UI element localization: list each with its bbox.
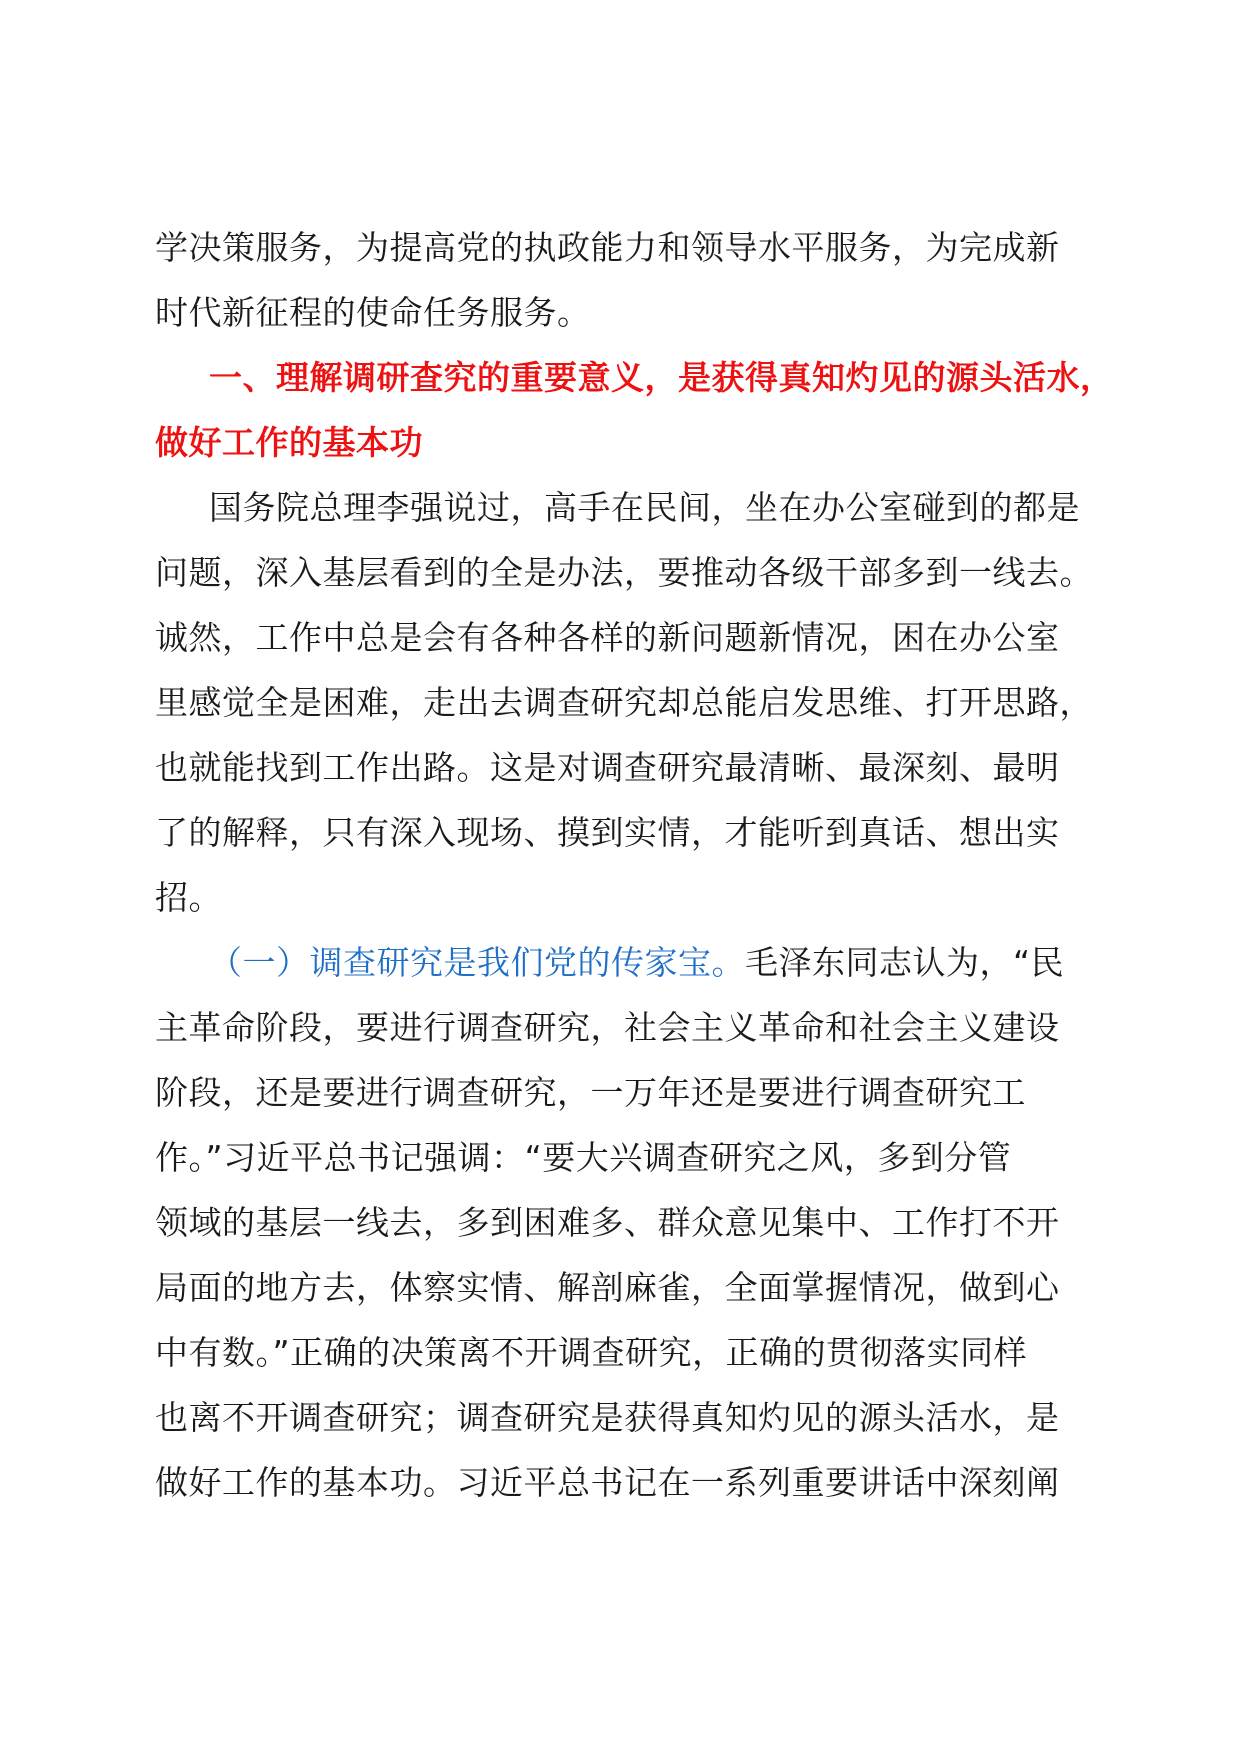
paragraph-2-line-2: 主革命阶段，要进行调查研究，社会主义革命和社会主义建设 (155, 1008, 1060, 1047)
paragraph-2-line-8: 也离不开调查研究；调查研究是获得真知灼见的源头活水，是 (155, 1398, 1060, 1437)
document-body (155, 215, 1114, 1515)
paragraph-1-line-3: 诚然，工作中总是会有各种各样的新问题新情况，困在办公室 (155, 618, 1060, 657)
intro-line-1: 学决策服务，为提高党的执政能力和领导水平服务，为完成新 (155, 228, 1060, 267)
paragraph-1-line-5: 也就能找到工作出路。这是对调查研究最清晰、最深刻、最明 (155, 748, 1060, 787)
paragraph-1-line-7: 招。 (155, 878, 222, 917)
paragraph-2-line-1 (155, 930, 1095, 995)
paragraph-1-line-6: 了的解释，只有深入现场、摸到实情，才能听到真话、想出实 (155, 813, 1060, 852)
paragraph-2-line-3: 阶段，还是要进行调查研究，一万年还是要进行调查研究工 (155, 1073, 1026, 1112)
subheading-1: （一）调查研究是我们党的传家宝。 (209, 943, 745, 982)
paragraph-2-line-6: 局面的地方去，体察实情、解剖麻雀，全面掌握情况，做到心 (155, 1268, 1060, 1307)
paragraph-1-line-1: 国务院总理李强说过，高手在民间，坐在办公室碰到的都是 (209, 488, 1080, 527)
intro-line-2: 时代新征程的使命任务服务。 (155, 293, 591, 332)
paragraph-2-line-1-text: 毛泽东同志认为，“民 (745, 943, 1065, 982)
paragraph-2-line-4: 作。”习近平总书记强调：“要大兴调查研究之风，多到分管 (155, 1138, 1012, 1177)
section-heading-line-2: 做好工作的基本功 (155, 423, 423, 462)
paragraph-2-line-5: 领域的基层一线去，多到困难多、群众意见集中、工作打不开 (155, 1203, 1060, 1242)
paragraph-1-line-2: 问题，深入基层看到的全是办法，要推动各级干部多到一线去。 (155, 553, 1093, 592)
section-heading-line-1: 一、理解调研查究的重要意义，是获得真知灼见的源头活水， (209, 358, 1114, 397)
paragraph-2-line-7: 中有数。”正确的决策离不开调查研究，正确的贯彻落实同样 (155, 1333, 1028, 1372)
paragraph-1-line-4: 里感觉全是困难，走出去调查研究却总能启发思维、打开思路， (155, 683, 1093, 722)
paragraph-2-line-9: 做好工作的基本功。习近平总书记在一系列重要讲话中深刻阐 (155, 1463, 1060, 1502)
